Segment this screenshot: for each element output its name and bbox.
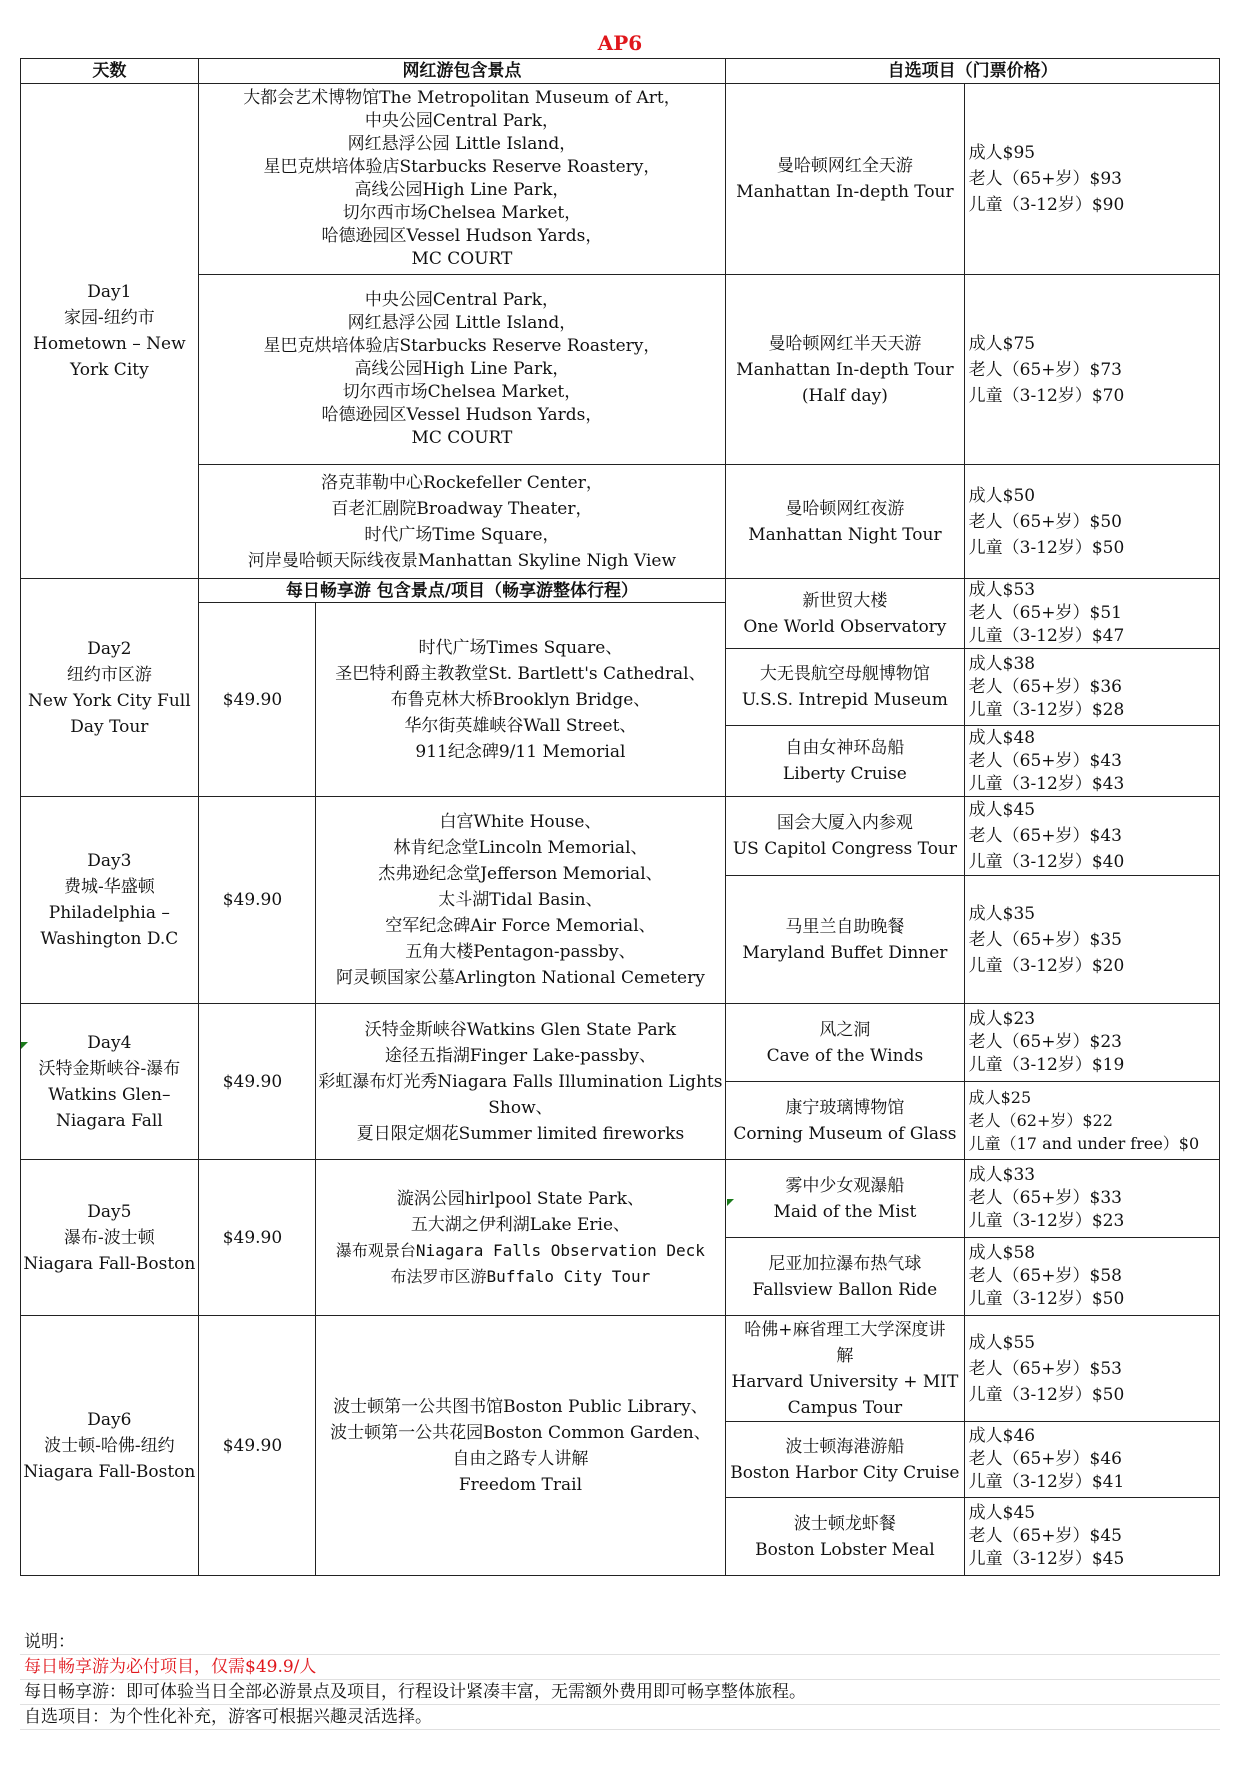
day3-item-2: 马里兰自助晚餐 Maryland Buffet Dinner bbox=[726, 876, 964, 1004]
day2-label: Day2 纽约市区游 New York City Full Day Tour bbox=[21, 579, 199, 797]
header-attractions: 网红游包含景点 bbox=[198, 59, 725, 84]
day3-label: Day3 费城-华盛顿 Philadelphia – Washington D.C bbox=[21, 797, 199, 1004]
header-days: 天数 bbox=[21, 59, 199, 84]
day5-prices-2: 成人$58 老人（65+岁）$58 儿童（3-12岁）$50 bbox=[964, 1238, 1219, 1316]
day4-item-2: 康宁玻璃博物馆 Corning Museum of Glass bbox=[726, 1082, 964, 1160]
day5-row-1 bbox=[21, 1160, 1220, 1238]
daily-tour-header: 每日畅享游 包含景点/项目（畅享游整体行程） bbox=[198, 579, 725, 603]
notes-required: 每日畅享游为必付项目，仅需$49.9/人 bbox=[20, 1655, 1220, 1680]
day6-item-2: 波士顿海港游船 Boston Harbor City Cruise bbox=[726, 1422, 964, 1498]
day6-price: $49.90 bbox=[198, 1316, 315, 1576]
title-row bbox=[21, 30, 1220, 59]
day1-item-3: 曼哈顿网红夜游 Manhattan Night Tour bbox=[726, 465, 964, 579]
day5-label: Day5 瀑布-波士顿 Niagara Fall-Boston bbox=[21, 1160, 199, 1316]
day1-item-2: 曼哈顿网红半天天游 Manhattan In-depth Tour (Half day) bbox=[726, 275, 964, 465]
day1-row-1 bbox=[21, 84, 1220, 275]
header-optional: 自选项目（门票价格） bbox=[726, 59, 1220, 84]
day2-prices-2: 成人$38 老人（65+岁）$36 儿童（3-12岁）$28 bbox=[964, 649, 1219, 726]
day1-attractions-2: 中央公园Central Park， 网红悬浮公园 Little Island， 星巴克烘培体验店Starbucks Reserve Roastery， 高线公园High Line Park， 切尔西市场Chelsea Market， 哈德逊园区Vessel Hudson Yards， MC COURT bbox=[198, 275, 725, 465]
comment-marker bbox=[21, 1042, 28, 1049]
day1-prices-1: 成人$95 老人（65+岁）$93 儿童（3-12岁）$90 bbox=[964, 84, 1219, 275]
day4-price: $49.90 bbox=[198, 1004, 315, 1160]
day3-row-1 bbox=[21, 797, 1220, 876]
day6-item-3: 波士顿龙虾餐 Boston Lobster Meal bbox=[726, 1498, 964, 1576]
day5-item-1: 雾中少女观瀑船 Maid of the Mist bbox=[726, 1160, 964, 1238]
day2-price: $49.90 bbox=[198, 603, 315, 797]
day4-prices-1: 成人$23 老人（65+岁）$23 儿童（3-12岁）$19 bbox=[964, 1004, 1219, 1082]
day4-prices-2: 成人$25 老人（62+岁）$22 儿童（17 and under free）$0 bbox=[964, 1082, 1219, 1160]
day5-item-2: 尼亚加拉瀑布热气球 Fallsview Ballon Ride bbox=[726, 1238, 964, 1316]
day5-attractions: 漩涡公园hirlpool State Park、 五大湖之伊利湖Lake Erie、 瀑布观景台Niagara Falls Observation Deck 布法罗市区游Buffalo City Tour bbox=[315, 1160, 726, 1316]
notes-table bbox=[20, 1630, 1220, 1730]
notes-section bbox=[20, 1630, 1220, 1730]
day3-attractions: 白宫White House、 林肯纪念堂Lincoln Memorial、 杰弗逊纪念堂Jefferson Memorial、 太斗湖Tidal Basin、 空军纪念碑Air Force Memorial、 五角大楼Pentagon-passby、 阿灵顿国家公墓Arlington National Cemetery bbox=[315, 797, 726, 1004]
itinerary-table bbox=[20, 30, 1220, 1576]
day5-prices-1: 成人$33 老人（65+岁）$33 儿童（3-12岁）$23 bbox=[964, 1160, 1219, 1238]
day3-item-1: 国会大厦入内参观 US Capitol Congress Tour bbox=[726, 797, 964, 876]
day4-attractions: 沃特金斯峡谷Watkins Glen State Park 途径五指湖Finger Lake-passby、 彩虹瀑布灯光秀Niagara Falls Illumination Lights Show、 夏日限定烟花Summer limited fireworks bbox=[315, 1004, 726, 1160]
day1-attractions-1: 大都会艺术博物馆The Metropolitan Museum of Art， 中央公园Central Park， 网红悬浮公园 Little Island， 星巴克烘培体验店Starbucks Reserve Roastery， 高线公园High Line Park， 切尔西市场Chelsea Market， 哈德逊园区Vessel Hudson Yards， MC COURT bbox=[198, 84, 725, 275]
notes-heading: 说明： bbox=[20, 1630, 1220, 1655]
day6-attractions: 波士顿第一公共图书馆Boston Public Library、 波士顿第一公共花园Boston Common Garden、 自由之路专人讲解 Freedom Trail bbox=[315, 1316, 726, 1576]
day6-row-1 bbox=[21, 1316, 1220, 1422]
day5-price: $49.90 bbox=[198, 1160, 315, 1316]
day2-prices-3: 成人$48 老人（65+岁）$43 儿童（3-12岁）$43 bbox=[964, 726, 1219, 797]
day1-attractions-3: 洛克菲勒中心Rockefeller Center， 百老汇剧院Broadway Theater， 时代广场Time Square， 河岸曼哈顿天际线夜景Manhattan Skyline Nigh View bbox=[198, 465, 725, 579]
day1-prices-2: 成人$75 老人（65+岁）$73 儿童（3-12岁）$70 bbox=[964, 275, 1219, 465]
comment-marker bbox=[727, 1199, 734, 1206]
itinerary-sheet bbox=[20, 30, 1220, 1576]
day1-row-3 bbox=[21, 465, 1220, 579]
header-row bbox=[21, 59, 1220, 84]
day1-row-2 bbox=[21, 275, 1220, 465]
day6-prices-2: 成人$46 老人（65+岁）$46 儿童（3-12岁）$41 bbox=[964, 1422, 1219, 1498]
day4-label: Day4 沃特金斯峡谷-瀑布 Watkins Glen– Niagara Fall bbox=[21, 1004, 199, 1160]
day1-label: Day1 家园-纽约市 Hometown – New York City bbox=[21, 84, 199, 579]
day4-row-1 bbox=[21, 1004, 1220, 1082]
day3-prices-2: 成人$35 老人（65+岁）$35 儿童（3-12岁）$20 bbox=[964, 876, 1219, 1004]
day3-price: $49.90 bbox=[198, 797, 315, 1004]
day1-prices-3: 成人$50 老人（65+岁）$50 儿童（3-12岁）$50 bbox=[964, 465, 1219, 579]
day2-item-2: 大无畏航空母舰博物馆 U.S.S. Intrepid Museum bbox=[726, 649, 964, 726]
day4-item-1: 风之洞 Cave of the Winds bbox=[726, 1004, 964, 1082]
day6-label: Day6 波士顿-哈佛-纽约 Niagara Fall-Boston bbox=[21, 1316, 199, 1576]
day2-item-1: 新世贸大楼 One World Observatory bbox=[726, 579, 964, 649]
day2-attractions: 时代广场Times Square、 圣巴特利爵主教教堂St. Bartlett's Cathedral、 布鲁克林大桥Brooklyn Bridge、 华尔街英雄峡谷Wall Street、 911纪念碑9/11 Memorial bbox=[315, 603, 726, 797]
day6-item-1: 哈佛+麻省理工大学深度讲 解 Harvard University + MIT Campus Tour bbox=[726, 1316, 964, 1422]
page-title: AP6 bbox=[597, 31, 643, 55]
notes-daily: 每日畅享游：即可体验当日全部必游景点及项目，行程设计紧凑丰富，无需额外费用即可畅享整体旅程。 bbox=[20, 1680, 1220, 1705]
day3-prices-1: 成人$45 老人（65+岁）$43 儿童（3-12岁）$40 bbox=[964, 797, 1219, 876]
day6-prices-1: 成人$55 老人（65+岁）$53 儿童（3-12岁）$50 bbox=[964, 1316, 1219, 1422]
day2-item-3: 自由女神环岛船 Liberty Cruise bbox=[726, 726, 964, 797]
day6-prices-3: 成人$45 老人（65+岁）$45 儿童（3-12岁）$45 bbox=[964, 1498, 1219, 1576]
notes-optional: 自选项目：为个性化补充，游客可根据兴趣灵活选择。 bbox=[20, 1705, 1220, 1730]
day1-item-1: 曼哈顿网红全天游 Manhattan In-depth Tour bbox=[726, 84, 964, 275]
day2-row-1 bbox=[21, 579, 1220, 603]
day2-prices-1: 成人$53 老人（65+岁）$51 儿童（3-12岁）$47 bbox=[964, 579, 1219, 649]
